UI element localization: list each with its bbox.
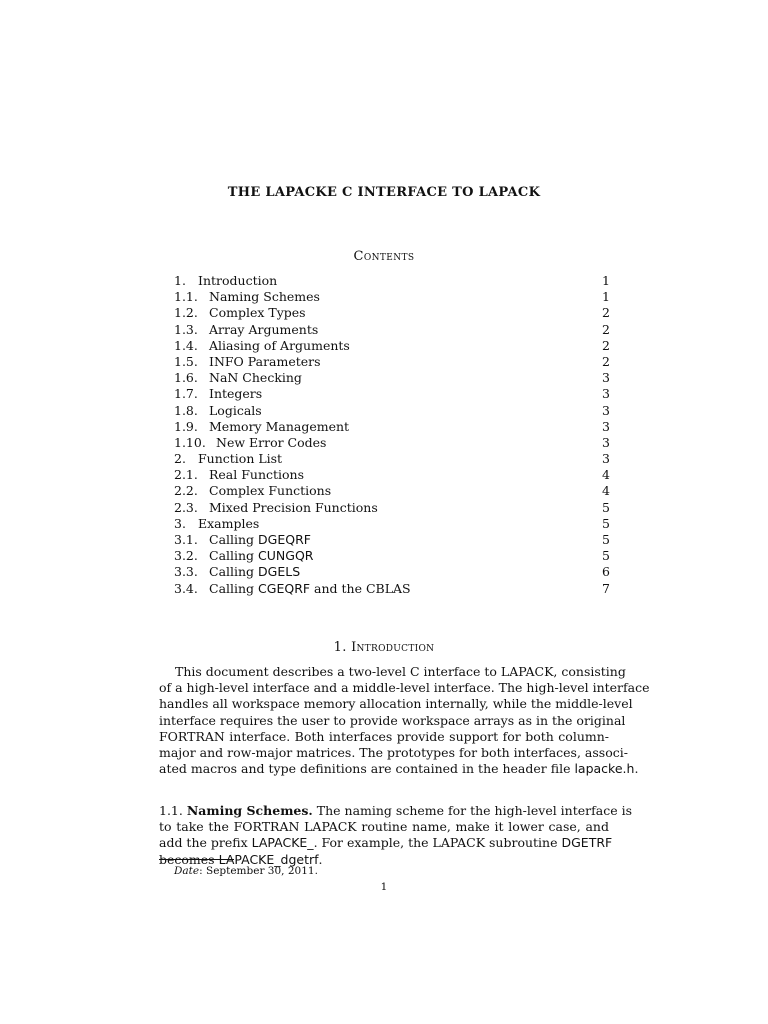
header-file-name: lapacke.h (574, 761, 635, 777)
toc-entry-page: 4 (602, 483, 610, 499)
toc-entry-page: 2 (602, 305, 610, 321)
toc-entry[interactable] (174, 403, 610, 419)
toc-entry[interactable] (174, 516, 610, 532)
naming-line: to take the FORTRAN LAPACK routine name, make it lower case, and (159, 819, 609, 835)
toc-entry-number: 3.3. (174, 564, 198, 580)
intro-line: FORTRAN interface. Both interfaces provide support for both column- (159, 728, 609, 744)
toc-entry[interactable] (174, 564, 610, 580)
toc-entry-page: 6 (602, 564, 610, 580)
toc-entry-number: 1.6. (174, 370, 198, 386)
toc-entry-page: 3 (602, 402, 610, 418)
contents-heading: Contents (353, 249, 415, 264)
toc-entry-number: 2.2. (174, 483, 198, 499)
toc-entry[interactable] (174, 386, 610, 402)
toc-entry-number: 2. (174, 451, 186, 467)
naming-text: add the prefix (159, 835, 252, 851)
intro-line: This document describes a two-level C interface to LAPACK, consisting (175, 664, 626, 679)
toc-entry-page: 7 (602, 580, 610, 596)
toc-entry-text: Calling (209, 564, 259, 580)
toc-entry-text: Examples (198, 515, 260, 531)
table-of-contents (174, 273, 610, 597)
toc-entry-number: 3.2. (174, 548, 198, 564)
toc-entry-number: 1.9. (174, 418, 198, 434)
toc-entry-text: and the CBLAS (310, 580, 411, 596)
toc-entry[interactable] (174, 451, 610, 467)
footnote-rule (159, 859, 234, 860)
toc-entry-text: Introduction (198, 273, 278, 288)
toc-entry-page: 5 (602, 532, 610, 547)
toc-entry-number: 1.5. (174, 353, 198, 369)
toc-entry-number: 1.8. (174, 402, 198, 418)
toc-entry-title (174, 419, 349, 435)
toc-entry-title (174, 370, 302, 386)
toc-entry[interactable] (174, 467, 610, 483)
footnote-text: : September 30, 2011. (199, 865, 318, 877)
toc-entry-page: 3 (602, 386, 610, 402)
intro-line: major and row-major matrices. The prototypes for both interfaces, associ- (159, 745, 628, 761)
toc-entry-number: 3.4. (174, 580, 198, 596)
toc-entry-page: 2 (602, 337, 610, 353)
toc-entry-page: 4 (602, 467, 610, 483)
naming-text: . (318, 851, 323, 867)
toc-entry-text: Calling (209, 580, 259, 596)
toc-entry-title (174, 581, 411, 597)
toc-entry-text: New Error Codes (216, 434, 327, 450)
toc-entry-page: 2 (602, 353, 610, 369)
toc-entry-title (174, 273, 277, 289)
toc-entry-text: Naming Schemes (209, 289, 320, 305)
toc-entry-text: Calling (209, 532, 259, 547)
naming-text: The naming scheme for the high-level interface is (316, 803, 632, 818)
toc-entry-number: 1.10. (174, 434, 206, 450)
toc-entry[interactable] (174, 548, 610, 564)
toc-entry-title (174, 516, 259, 532)
toc-entry-code: CUNGQR (258, 548, 314, 564)
toc-entry-number: 1.7. (174, 386, 198, 402)
toc-entry-page: 5 (602, 515, 610, 531)
toc-entry[interactable] (174, 500, 610, 516)
toc-entry-number: 1.4. (174, 337, 198, 353)
toc-entry-page: 1 (602, 273, 610, 288)
document-title: THE LAPACKE C INTERFACE TO LAPACK (227, 185, 541, 200)
toc-entry-title (174, 403, 262, 419)
intro-line: of a high-level interface and a middle-level interface. The high-level interface (159, 680, 650, 696)
toc-entry-page: 2 (602, 321, 610, 337)
toc-entry-title (174, 354, 321, 370)
prefix-code: LAPACKE_ (251, 835, 314, 851)
toc-entry[interactable] (174, 338, 610, 354)
toc-entry-page: 3 (602, 418, 610, 434)
toc-entry-title (174, 322, 318, 338)
toc-entry[interactable] (174, 322, 610, 338)
toc-entry-page: 3 (602, 370, 610, 386)
naming-text: . For example, the LAPACK subroutine (313, 835, 562, 851)
toc-entry[interactable] (174, 483, 610, 499)
naming-line (159, 835, 613, 851)
toc-entry-title (174, 435, 326, 451)
toc-entry[interactable] (174, 435, 610, 451)
toc-entry-text: Mixed Precision Functions (209, 499, 378, 515)
toc-entry-text: INFO Parameters (209, 353, 321, 369)
toc-entry-number: 1.2. (174, 305, 198, 321)
subsection-heading: Naming Schemes. (186, 803, 313, 818)
toc-entry-number: 1.1. (174, 289, 198, 305)
routine-code: LAPACKE_dgetrf (218, 851, 319, 867)
toc-entry-text: Complex Functions (209, 483, 332, 499)
toc-entry-text: Real Functions (209, 467, 305, 483)
toc-entry-title (174, 338, 350, 354)
toc-entry-title (174, 305, 306, 321)
intro-text: . (634, 761, 639, 777)
toc-entry-text: Memory Management (209, 418, 350, 434)
toc-entry-code: CGEQRF (258, 580, 311, 596)
toc-entry-text: Calling (209, 548, 259, 564)
toc-entry-text: Array Arguments (209, 321, 319, 337)
section-heading-introduction: 1. Introduction (333, 640, 435, 655)
toc-entry-number: 3. (174, 515, 186, 531)
footnote-label: Date (174, 865, 200, 877)
toc-entry-text: Complex Types (209, 305, 306, 321)
toc-entry-number: 3.1. (174, 532, 198, 547)
intro-line-last (159, 761, 639, 777)
toc-entry-page: 3 (602, 451, 610, 467)
toc-entry-title (174, 289, 320, 305)
toc-entry-text: NaN Checking (209, 370, 302, 386)
toc-entry[interactable] (174, 419, 610, 435)
naming-text: becomes (159, 851, 219, 867)
subsection-label: 1.1. (159, 803, 183, 818)
toc-entry-page: 1 (602, 289, 610, 305)
toc-entry-title (174, 532, 311, 548)
toc-entry-code: DGEQRF (258, 532, 311, 547)
toc-entry-title (174, 500, 378, 516)
intro-line: handles all workspace memory allocation internally, while the middle-level (159, 696, 633, 712)
toc-entry-number: 2.1. (174, 467, 198, 483)
intro-line: interface requires the user to provide workspace arrays as in the original (159, 712, 626, 728)
toc-entry[interactable] (174, 273, 610, 289)
routine-code: DGETRF (561, 835, 613, 851)
toc-entry-text: Logicals (209, 402, 262, 418)
footnote (174, 865, 318, 877)
toc-entry-page: 5 (602, 499, 610, 515)
toc-entry[interactable] (174, 354, 610, 370)
toc-entry-title (174, 467, 304, 483)
toc-entry-number: 1. (174, 273, 186, 288)
toc-entry[interactable] (174, 370, 610, 386)
toc-entry-text: Aliasing of Arguments (209, 337, 350, 353)
toc-entry-number: 2.3. (174, 499, 198, 515)
toc-entry-title (174, 451, 282, 467)
toc-entry-code: DGELS (258, 564, 301, 580)
intro-text: ated macros and type definitions are contained in the header file (159, 761, 575, 777)
toc-entry-title (174, 548, 314, 564)
intro-paragraph (159, 664, 650, 777)
toc-entry-number: 1.3. (174, 321, 198, 337)
toc-entry-page: 3 (602, 434, 610, 450)
toc-entry-title (174, 564, 300, 580)
toc-entry-text: Function List (198, 451, 283, 467)
toc-entry[interactable] (174, 305, 610, 321)
toc-entry-title (174, 386, 262, 402)
toc-entry-title (174, 483, 331, 499)
toc-entry[interactable] (174, 581, 610, 597)
toc-entry[interactable] (174, 532, 610, 548)
toc-entry-text: Integers (209, 386, 263, 402)
toc-entry-page: 5 (602, 548, 610, 564)
page-number: 1 (380, 881, 388, 893)
naming-line (159, 803, 632, 819)
toc-entry[interactable] (174, 289, 610, 305)
